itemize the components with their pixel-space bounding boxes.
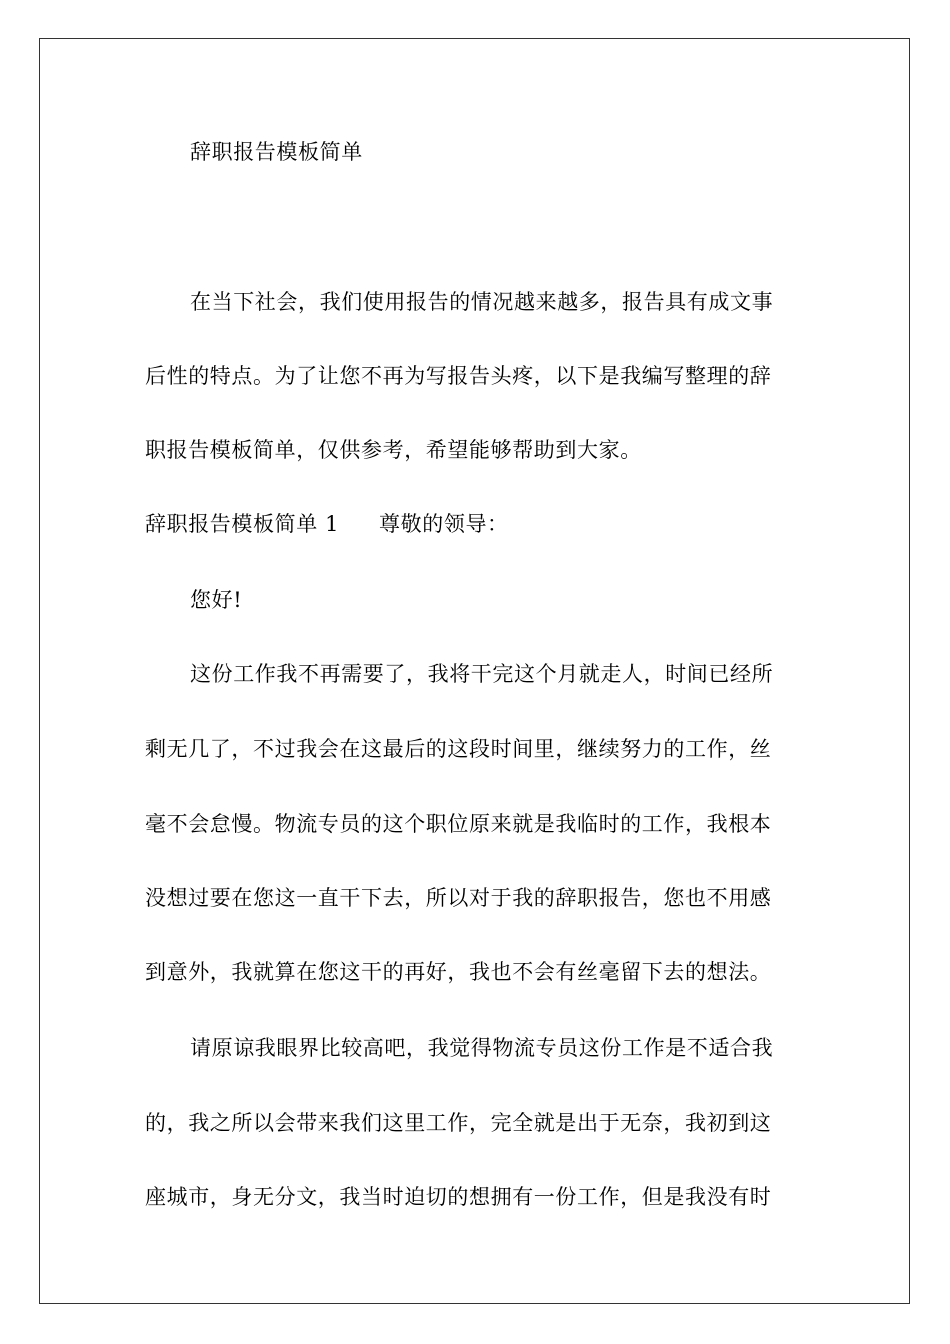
greeting: 您好! (190, 588, 243, 612)
salutation: 尊敬的领导： (379, 512, 509, 536)
paragraph-line: 这份工作我不再需要了，我将干完这个月就走人，时间已经所 (190, 662, 774, 686)
section-heading (145, 510, 509, 538)
paragraph-line: 毫不会怠慢。物流专员的这个职位原来就是我临时的工作，我根本 (145, 812, 772, 836)
intro-line: 后性的特点。为了让您不再为写报告头疼，以下是我编写整理的辞 (145, 364, 772, 388)
paragraph-line: 没想过要在您这一直干下去，所以对于我的辞职报告，您也不用感 (145, 886, 772, 910)
paragraph-line: 请原谅我眼界比较高吧，我觉得物流专员这份工作是不适合我 (190, 1036, 774, 1060)
paragraph-line: 的，我之所以会带来我们这里工作，完全就是出于无奈，我初到这 (145, 1111, 772, 1135)
paragraph-line: 到意外，我就算在您这干的再好，我也不会有丝毫留下去的想法。 (145, 960, 772, 984)
intro-line: 在当下社会，我们使用报告的情况越来越多，报告具有成文事 (190, 290, 774, 314)
paragraph-line: 剩无几了，不过我会在这最后的这段时间里，继续努力的工作，丝 (145, 737, 772, 761)
intro-line: 职报告模板简单，仅供参考，希望能够帮助到大家。 (145, 438, 642, 462)
document-title: 辞职报告模板简单 (190, 140, 363, 164)
section-title: 辞职报告模板简单 1 (145, 512, 340, 536)
paragraph-line: 座城市，身无分文，我当时迫切的想拥有一份工作，但是我没有时 (145, 1185, 772, 1209)
